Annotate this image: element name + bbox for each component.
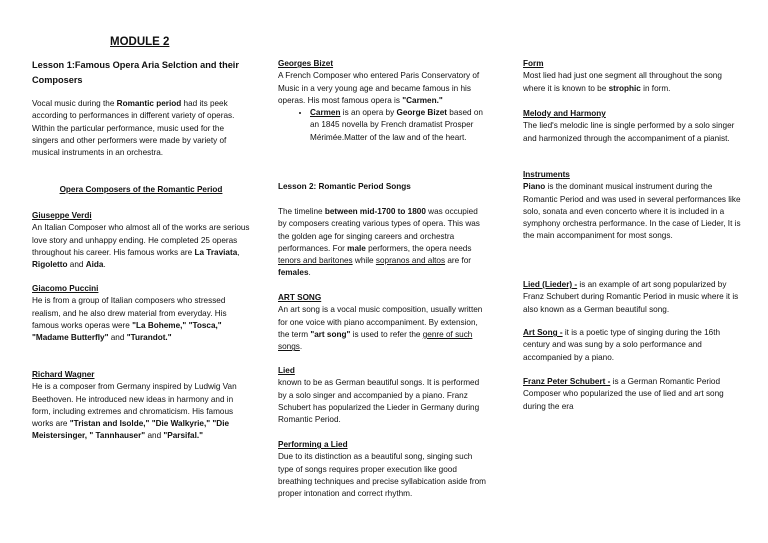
text-run: "Tosca," bbox=[188, 320, 222, 330]
lesson-2-title: Lesson 2: Romantic Period Songs bbox=[278, 182, 411, 191]
text-run: "Madame Butterfly" bbox=[32, 333, 109, 343]
wagner-name: Richard Wagner bbox=[32, 370, 95, 379]
performing-lied-section bbox=[278, 439, 488, 500]
module-title: MODULE 2 bbox=[110, 36, 170, 48]
bizet-section bbox=[278, 58, 488, 144]
text-run: " Tannhauser" bbox=[89, 431, 146, 441]
text-run: "Turandot." bbox=[126, 333, 172, 343]
text-run: "art song" bbox=[310, 329, 351, 339]
performing-lied-text bbox=[278, 451, 488, 500]
instruments-heading: Instruments bbox=[523, 170, 570, 179]
puccini-name: Giacomo Puccini bbox=[32, 284, 99, 293]
text-run: Due to its distinction as a beautiful song, singing such type of songs requires proper execution like good breathing techniques and precise syllabication aside from proper intonation and correct rhythm. bbox=[278, 452, 486, 499]
text-run: A French Composer who entered Paris Conservatory of Music in a very young age and became famous in his operas. His most famous opera is bbox=[278, 71, 480, 105]
performing-lied-heading: Performing a Lied bbox=[278, 440, 348, 449]
text-run: while bbox=[352, 256, 376, 266]
text-run: tenors and baritones bbox=[278, 256, 353, 266]
composers-heading: Opera Composers of the Romantic Period bbox=[59, 185, 223, 194]
text-run: between mid-1700 to 1800 bbox=[324, 207, 426, 216]
text-run: is the dominant musical instrument during the Romantic Period and was used in several performances like solo, sonata and even concerto where it is included in a symphony orchestra performance. In the case of Lieder, It is the main accompaniment for most songs. bbox=[523, 182, 741, 241]
text-run: Art Song - bbox=[523, 328, 563, 337]
text-run: Aida bbox=[85, 260, 104, 270]
text-run: The lied's melodic line is single performed by a solo singer and harmonized through the accompaniment of a pianist. bbox=[523, 121, 735, 143]
text-run: Carmen bbox=[310, 108, 341, 118]
text-run: had its peek according to performances in different variety of operas. Within the particular performance, music used for the singers and other performers were made by variety of musical instruments in an orchestra. bbox=[32, 99, 235, 158]
lied-section bbox=[278, 365, 488, 426]
text-run: it is a poetic type of singing during the 16th century and was sung by a solo performance and accompanied by a piano. bbox=[523, 328, 721, 362]
text-run: La Traviata bbox=[194, 247, 238, 257]
art-song-text bbox=[278, 304, 488, 353]
art-song-definition bbox=[523, 327, 743, 364]
text-run: He is a composer from Germany inspired by Ludwig Van Beethoven. He introduced new ideas in harmony and in form, including extremes and chromaticism. His famous works are bbox=[32, 382, 237, 429]
text-run: Most lied had just one segment all throughout the song where it is known to be bbox=[523, 71, 722, 93]
text-run: . bbox=[308, 268, 311, 278]
text-run: genre of such songs bbox=[278, 329, 473, 352]
schubert-definition bbox=[523, 376, 743, 413]
text-run: known to be as German beautiful songs. It is performed by a solo singer and accompanied by a piano. Franz Schubert has popularized the Lieder in Germany during Romantic Period. bbox=[278, 378, 480, 425]
lieder-definition bbox=[523, 279, 743, 316]
text-run: based on an 1845 novella by French dramatist Prosper Mérimée.Matter of the law and of the heart. bbox=[310, 108, 483, 142]
bizet-bullet-list bbox=[278, 107, 488, 144]
instruments-section bbox=[523, 169, 743, 243]
text-run: and bbox=[108, 333, 127, 343]
form-section bbox=[523, 58, 743, 95]
text-run: An art song is a vocal music composition, usually written for one voice with piano accompaniment. By extension, the term bbox=[278, 305, 483, 339]
verdi-name: Giuseppe Verdi bbox=[32, 211, 92, 220]
instruments-text bbox=[523, 181, 743, 242]
lesson-1-title: Lesson 1:Famous Opera Aria Selction and their Composers bbox=[32, 60, 239, 85]
text-run: "Parsifal." bbox=[163, 431, 204, 441]
melody-harmony-heading: Melody and Harmony bbox=[523, 109, 606, 118]
verdi-text bbox=[32, 222, 250, 271]
text-run: . bbox=[299, 342, 303, 352]
text-run: Rigoletto bbox=[32, 260, 68, 270]
text-run: and bbox=[145, 431, 164, 441]
text-run: An Italian Composer who almost all of the works are serious love story and unhappy ending. He completed 25 operas throughout his career. His famous works are bbox=[32, 223, 250, 257]
text-run: is an example of art song popularized by Franz Schubert during Romantic Period in music where it is also known as a German beautiful song. bbox=[523, 280, 739, 314]
text-run: strophic bbox=[608, 83, 641, 93]
melody-harmony-section bbox=[523, 108, 743, 145]
verdi-section bbox=[32, 210, 250, 271]
bizet-name: Georges Bizet bbox=[278, 59, 334, 68]
text-run: "Die Meistersinger, bbox=[32, 419, 230, 441]
text-run: "Tristan and Isolde," bbox=[69, 419, 150, 429]
melody-harmony-text bbox=[523, 120, 743, 145]
bizet-text bbox=[278, 70, 488, 107]
text-run: He is from a group of Italian composers who stressed realism, and he also drew material from everyday. His famous works operas were bbox=[32, 296, 227, 330]
wagner-section bbox=[32, 369, 250, 443]
text-run: male bbox=[347, 243, 366, 253]
text-run: was occupied by composers creating various types of opera. This was the golden age for singing careers and orchestra performances. For bbox=[278, 207, 480, 253]
intro-paragraph bbox=[32, 98, 250, 159]
art-song-section bbox=[278, 292, 488, 353]
text-run: Vocal music during the bbox=[32, 99, 117, 108]
text-run: "Die Walkyrie," bbox=[151, 419, 211, 429]
text-run: Romantic period bbox=[116, 99, 182, 108]
lied-heading: Lied bbox=[278, 366, 295, 375]
text-run: is an opera by bbox=[340, 108, 397, 118]
text-run: is used to refer the bbox=[350, 329, 423, 339]
timeline-paragraph bbox=[278, 206, 488, 280]
text-run: "La Boheme," bbox=[132, 320, 187, 330]
text-run: in form. bbox=[640, 83, 671, 93]
text-run: and bbox=[67, 260, 86, 270]
text-run: "Carmen." bbox=[402, 95, 443, 105]
text-run: performers, the opera needs bbox=[365, 243, 472, 253]
text-run: , bbox=[237, 247, 240, 257]
text-run: are for bbox=[445, 256, 472, 266]
form-text bbox=[523, 70, 743, 95]
text-run: Lied (Lieder) - bbox=[523, 280, 578, 289]
text-run: Piano bbox=[523, 182, 546, 192]
text-run: The timeline bbox=[278, 207, 325, 216]
text-run: . bbox=[103, 260, 106, 270]
form-heading: Form bbox=[523, 59, 544, 68]
text-run: females bbox=[278, 268, 309, 278]
puccini-section bbox=[32, 283, 250, 344]
text-run: is a German Romantic Period Composer who popularized the use of lied and art song during the era bbox=[523, 377, 724, 411]
carmen-bullet bbox=[310, 107, 488, 144]
text-run: George Bizet bbox=[396, 108, 447, 118]
art-song-heading: ART SONG bbox=[278, 293, 322, 302]
wagner-text bbox=[32, 381, 250, 442]
puccini-text bbox=[32, 295, 250, 344]
text-run: Franz Peter Schubert - bbox=[523, 377, 611, 386]
text-run: sopranos and altos bbox=[375, 256, 446, 266]
lied-text bbox=[278, 377, 488, 426]
